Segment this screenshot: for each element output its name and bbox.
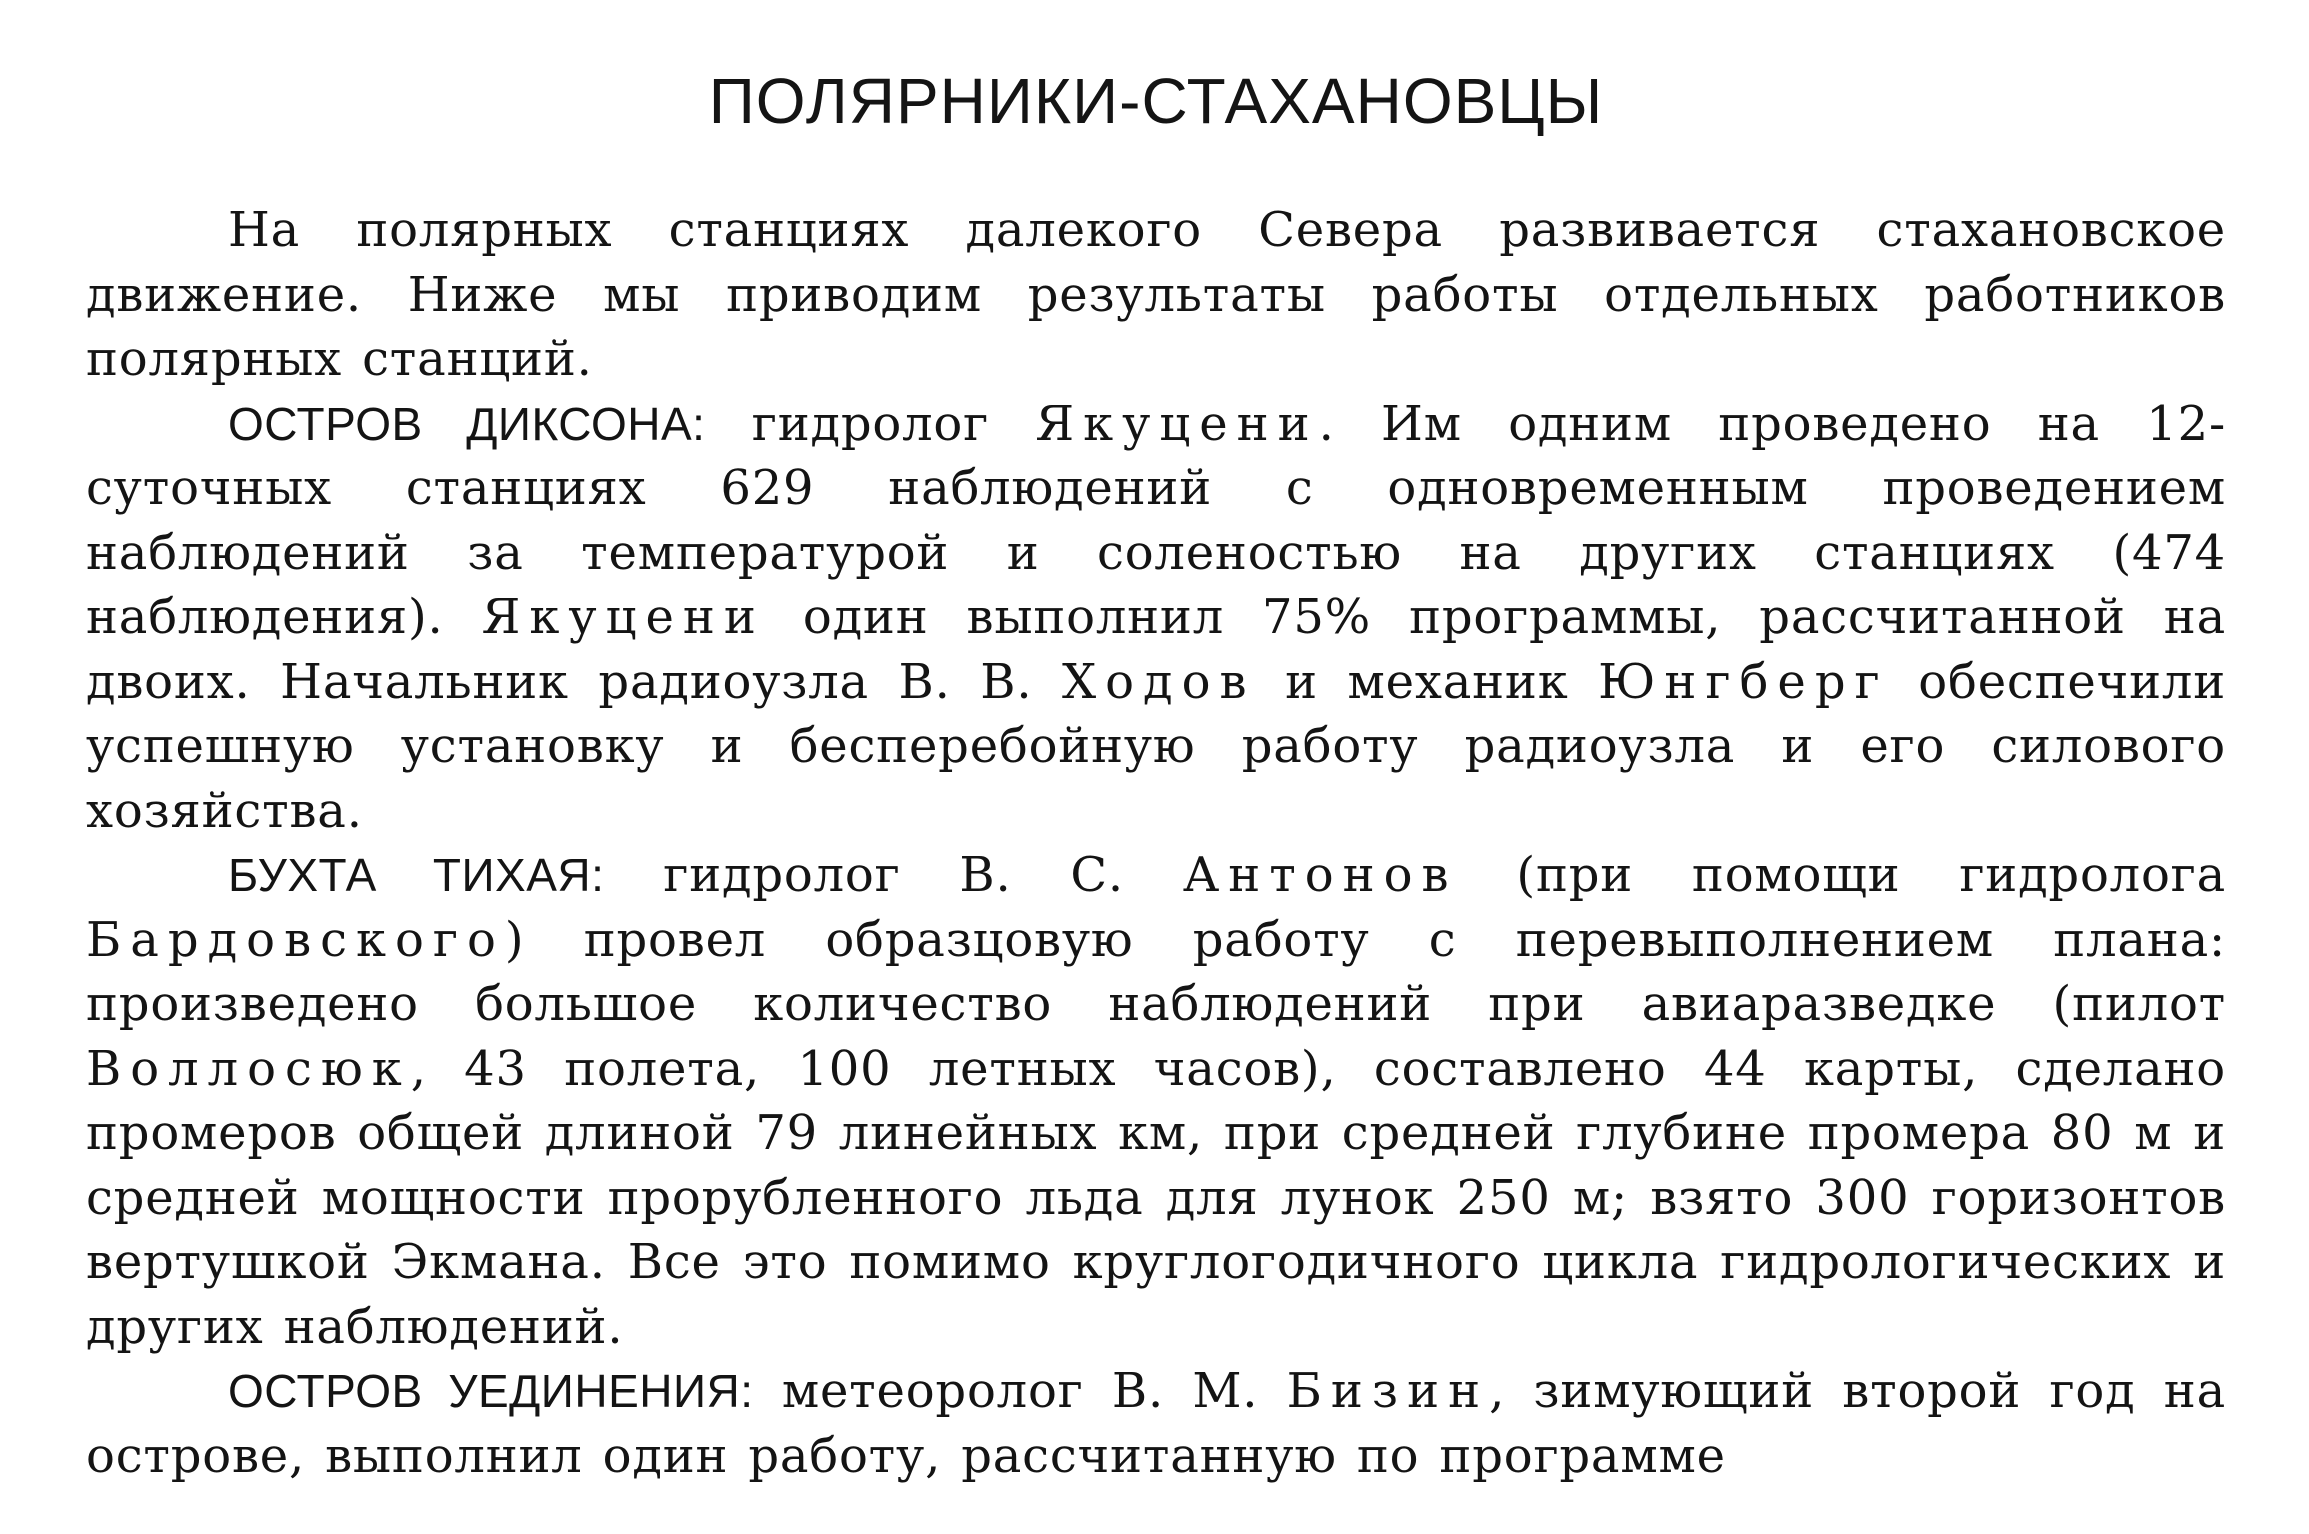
person-name: Антонов [1182, 847, 1458, 903]
person-name: Бардовского [86, 911, 505, 968]
dikson-paragraph: ОСТРОВ ДИКСОНА: гидролог Якуцени. Им одним проведено на 12-суточных станциях 629 наблюдений с одновременным проведением наблюдений за температурой и соленостью на других станциях (474 наблюдения). Якуцени один выполнил 75% программы, рассчитанной на двоих. Начальник радиоузла В. В. Ходов и механик Юнгберг обеспечили успешную установку и бесперебойную работу радиоузла и его силового хозяйства. [86, 395, 2227, 839]
article-title: ПОЛЯРНИКИ-СТАХАНОВЦЫ [708, 65, 1604, 137]
person-name: Ходов [1061, 653, 1256, 710]
place-heading: БУХТА ТИХАЯ: [228, 849, 605, 901]
article [86, 58, 2226, 1488]
person-name: Юнгберг [1598, 653, 1889, 710]
intro-paragraph: На полярных станциях далекого Севера развивается стахановское движение. Ниже мы приводим результаты работы отдельных работников полярных станций. [86, 202, 2226, 387]
person-name: Бизин [1286, 1363, 1490, 1419]
person-name: Якуцени [481, 589, 765, 645]
person-name: Якуцени [1035, 395, 1319, 452]
uedinenie-paragraph: ОСТРОВ УЕДИНЕНИЯ: метеоролог В. М. Бизин, зимующий второй год на острове, выполнил один работу, рассчитанную по программе [86, 1363, 2226, 1484]
person-name: Воллосюк [86, 1040, 411, 1097]
place-heading: ОСТРОВ УЕДИНЕНИЯ: [228, 1365, 754, 1417]
tikhaya-paragraph: БУХТА ТИХАЯ: гидролог В. С. Антонов (при помощи гидролога Бардовского) провел образцовую работу с перевыполнением плана: произведено большое количество наблюдений при авиаразведке (пилот Воллосюк, 43 полета, 100 летных часов), составлено 44 карты, сделано промеров общей длиной 79 линейных км, при средней глубине промера 80 м и средней мощности прорубленного льда для лунок 250 м; взято 300 горизонтов вертушкой Экмана. Все это помимо круглогодичного цикла гидрологических и других наблюдений. [86, 847, 2227, 1355]
place-heading: ОСТРОВ ДИКСОНА: [228, 397, 706, 450]
